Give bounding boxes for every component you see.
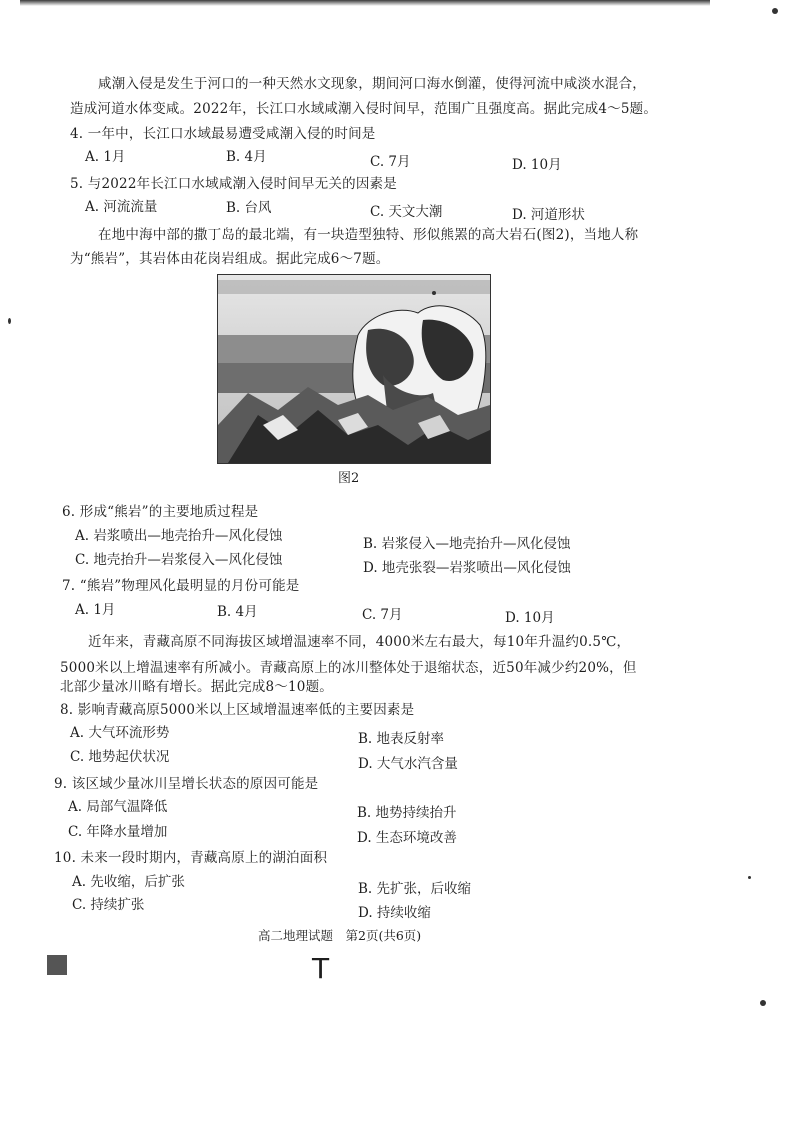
q9-option-d[interactable]: D. 生态环境改善 (357, 830, 457, 846)
registration-square (47, 955, 67, 975)
q4-option-d[interactable]: D. 10月 (512, 157, 562, 173)
q7-option-d[interactable]: D. 10月 (505, 610, 555, 626)
q5-stem: 5. 与2022年长江口水域咸潮入侵时间早无关的因素是 (70, 176, 397, 192)
scan-speck (772, 8, 778, 14)
scan-speck (760, 1000, 766, 1006)
scan-speck (8, 318, 11, 324)
q8-stem: 8. 影响青藏高原5000米以上区域增温速率低的主要因素是 (60, 702, 415, 718)
q8-option-c[interactable]: C. 地势起伏状况 (70, 749, 170, 765)
q6-option-c[interactable]: C. 地壳抬升—岩浆侵入—风化侵蚀 (75, 552, 283, 568)
scan-speck (432, 291, 436, 295)
figure-caption: 图2 (338, 471, 360, 486)
passage2-line2: 为“熊岩”，其岩体由花岗岩组成。据此完成6～7题。 (70, 251, 390, 267)
q5-option-a[interactable]: A. 河流流量 (85, 199, 158, 215)
q8-option-d[interactable]: D. 大气水汽含量 (358, 756, 458, 772)
t-mark: T (312, 952, 330, 985)
q7-option-c[interactable]: C. 7月 (362, 607, 403, 623)
passage3-line3: 北部少量冰川略有增长。据此完成8～10题。 (60, 679, 333, 695)
q5-option-b[interactable]: B. 台风 (226, 200, 272, 216)
q10-option-d[interactable]: D. 持续收缩 (358, 905, 431, 921)
q9-option-b[interactable]: B. 地势持续抬升 (357, 805, 457, 821)
q5-option-d[interactable]: D. 河道形状 (512, 207, 585, 223)
q10-stem: 10. 未来一段时期内，青藏高原上的湖泊面积 (54, 850, 328, 866)
q8-option-b[interactable]: B. 地表反射率 (358, 731, 445, 747)
q9-stem: 9. 该区域少量冰川呈增长状态的原因可能是 (54, 776, 319, 792)
q9-option-c[interactable]: C. 年降水量增加 (68, 824, 168, 840)
q5-option-c[interactable]: C. 天文大潮 (370, 204, 443, 220)
page-footer: 高二地理试题 第2页(共6页) (258, 928, 422, 943)
q4-option-c[interactable]: C. 7月 (370, 154, 411, 170)
q4-option-a[interactable]: A. 1月 (85, 149, 126, 165)
q7-option-b[interactable]: B. 4月 (217, 604, 258, 620)
q10-option-c[interactable]: C. 持续扩张 (72, 897, 145, 913)
passage3-line2: 5000米以上增温速率有所减小。青藏高原上的冰川整体处于退缩状态，近50年减少约20%，但 (60, 660, 637, 676)
passage1-line2: 造成河道水体变咸。2022年，长江口水域咸潮入侵时间早，范围广且强度高。据此完成4～5题。 (70, 101, 658, 117)
q7-stem: 7. “熊岩”物理风化最明显的月份可能是 (62, 578, 300, 594)
passage2-line1: 在地中海中部的撒丁岛的最北端，有一块造型独特、形似熊罴的高大岩石(图2)，当地人称 (98, 227, 639, 243)
q6-option-b[interactable]: B. 岩浆侵入—地壳抬升—风化侵蚀 (363, 536, 571, 552)
q9-option-a[interactable]: A. 局部气温降低 (68, 799, 168, 815)
q10-option-b[interactable]: B. 先扩张，后收缩 (358, 881, 472, 897)
q4-option-b[interactable]: B. 4月 (226, 149, 267, 165)
q8-option-a[interactable]: A. 大气环流形势 (70, 725, 170, 741)
bear-rock-photo (217, 274, 491, 464)
passage3-line1: 近年来，青藏高原不同海拔区域增温速率不同，4000米左右最大，每10年升温约0.5℃， (88, 634, 631, 650)
q10-option-a[interactable]: A. 先收缩，后扩张 (72, 874, 185, 890)
q6-option-d[interactable]: D. 地壳张裂—岩浆喷出—风化侵蚀 (363, 560, 571, 576)
q7-option-a[interactable]: A. 1月 (75, 602, 116, 618)
q6-stem: 6. 形成“熊岩”的主要地质过程是 (62, 504, 259, 520)
scan-speck (748, 876, 751, 879)
scan-top-edge (20, 0, 710, 6)
q4-stem: 4. 一年中，长江口水域最易遭受咸潮入侵的时间是 (70, 126, 376, 142)
q6-option-a[interactable]: A. 岩浆喷出—地壳抬升—风化侵蚀 (75, 528, 283, 544)
passage1-line1: 咸潮入侵是发生于河口的一种天然水文现象，期间河口海水倒灌，使得河流中咸淡水混合， (98, 76, 646, 92)
